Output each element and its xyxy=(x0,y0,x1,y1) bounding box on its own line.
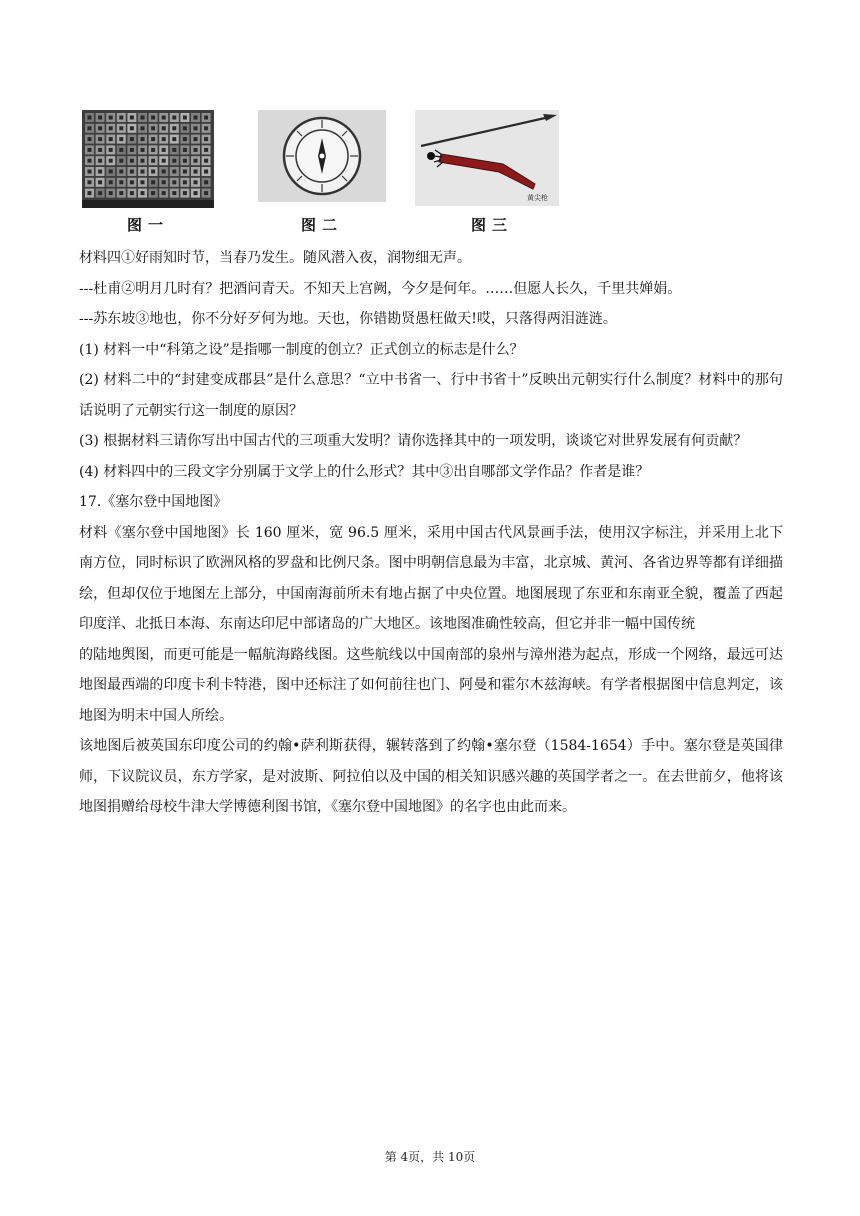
figure-2-caption: 图二 xyxy=(300,216,343,234)
compass-image xyxy=(258,110,386,202)
figure-3 xyxy=(415,110,559,206)
figure-row xyxy=(82,110,582,240)
selden-map-paragraph-2: 的陆地舆图，而更可能是一幅航海路线图。这些航线以中国南部的泉州与漳州港为起点，形成一个网络，最远可达地图最西端的印度卡利卡特港，图中还标注了如何前往也门、阿曼和霍尔木兹海峡。有学者根据图中信息判定，该地图为明末中国人所绘。 xyxy=(79,646,783,724)
material-four-poem-1: 材料四①好雨知时节，当春乃发生。随风潜入夜，润物细无声。 xyxy=(79,250,471,266)
text-block-materials xyxy=(79,243,783,823)
material-four-poem-2: ---杜甫②明月几时有？把酒问青天。不知天上宫阙，今夕是何年。……但愿人长久，千里共婵娟。 xyxy=(79,280,682,297)
selden-map-paragraph-1: 材料《塞尔登中国地图》长 160 厘米，宽 96.5 厘米，采用中国古代风景画手法，使用汉字标注，并采用上北下南方位，同时标识了欧洲风格的罗盘和比例尺条。图中明朝信息最为丰富，北京城、黄河、各省边界等都有详细描绘，但却仅位于地图左上部分，中国南海前所未有地占据了中央位置。地图展现了东亚和东南亚全貌，覆盖了西起印度洋、北抵日本海、东南达印尼中部诸岛的广大地区。该地图准确性较高，但它并非一幅中国传统 xyxy=(79,524,783,632)
question-17-heading: 17.《塞尔登中国地图》 xyxy=(79,494,228,510)
page-number: 第 4页，共 10页 xyxy=(384,1150,476,1164)
question-1: (1) 材料一中“科第之设”是指哪一制度的创立？正式创立的标志是什么？ xyxy=(79,341,524,358)
figure-2 xyxy=(258,110,386,202)
question-4: (4) 材料四中的三段文字分别属于文学上的什么形式？其中③出自哪部文学作品？作者是谁？ xyxy=(79,463,650,480)
material-four-poem-3: ---苏东坡③地也，你不分好歹何为地。天也，你错勘贤愚枉做天!哎，只落得两泪涟涟。 xyxy=(79,311,617,327)
question-3: (3) 根据材料三请你写出中国古代的三项重大发明？请你选择其中的一项发明，谈谈它对世界发展有何贡献？ xyxy=(79,433,748,449)
figure-3-caption: 图三 xyxy=(470,216,513,234)
selden-map-paragraph-3: 该地图后被英国东印度公司的约翰•萨利斯获得，辗转落到了约翰•塞尔登（1584-1654）手中。塞尔登是英国律师，下议院议员，东方学家，是对波斯、阿拉伯以及中国的相关知识感兴趣的英国学者之一。在去世前夕，他将该地图捐赠给母校牛津大学博德利图书馆，《塞尔登中国地图》的名字也由此而来。 xyxy=(79,738,783,815)
question-2: (2) 材料二中的“封建变成郡县”是什么意思？“立中书省一、行中书省十”反映出元朝实行什么制度？材料中的那句话说明了元朝实行这一制度的原因？ xyxy=(79,372,783,419)
fire-lance-image xyxy=(415,110,559,206)
movable-type-image xyxy=(82,110,214,208)
figure-1 xyxy=(82,110,214,208)
fire-lance-label: 黄尖枪 xyxy=(527,194,548,202)
figure-1-caption: 图一 xyxy=(126,216,169,234)
